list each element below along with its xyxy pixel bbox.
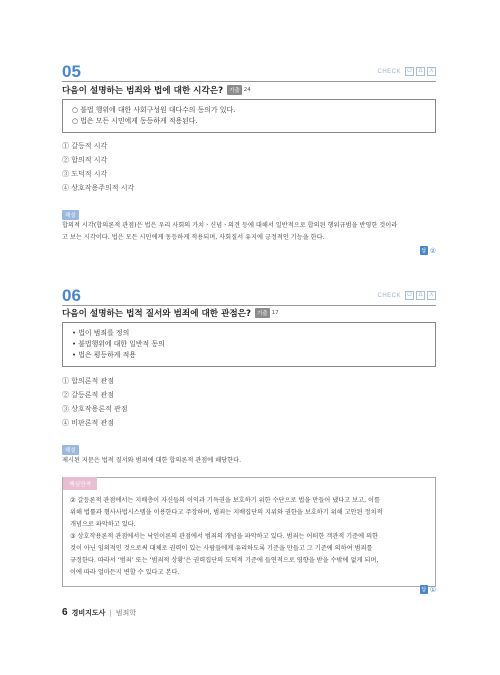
exam-tag	[227, 85, 253, 95]
statement-box	[62, 99, 436, 133]
explanation-label: 해설	[62, 445, 79, 455]
core-line: ③ 상호작용론적 관점에서는 낙인이론의 관점에서 범죄의 개념을 파악하고 있다. 범죄는 어떠한 객관적 기준에 의한	[70, 533, 379, 540]
divider	[62, 305, 436, 306]
answer	[420, 246, 436, 255]
core-summary-label: 핵심만콕	[63, 477, 97, 490]
exam-tag-label: 기출	[255, 308, 270, 318]
statement-line: • 불법행위에 대한 일반적 동의	[72, 340, 165, 348]
check-o-box[interactable]: O	[405, 67, 414, 76]
statement-line: ○ 불법 행위에 대한 사회구성원 대다수의 동의가 있다.	[72, 106, 236, 114]
explanation-line: 제시된 지문은 법적 질서와 범죄에 대한 합의론적 관점에 해당한다.	[62, 457, 242, 464]
check-x-box[interactable]: X	[427, 67, 436, 76]
exam-tag-label: 기출	[227, 85, 242, 95]
explanation-line: 합의적 시각(합의론적 관점)은 법은 우리 사회의 가치ㆍ신념ㆍ의견 등에 대해서 일반적으로 합의된 행위규범을 반영한 것이라	[62, 222, 398, 229]
question-text	[62, 84, 253, 96]
option-2[interactable]: ② 갈등론적 관점	[62, 391, 115, 399]
core-line: 규정한다. 따라서 ‘범죄’ 또는 ‘범죄적 상황’은 권력집단의 도덕적 기준에 들연적으로 영향을 받을 수밖에 없게 되며,	[70, 557, 379, 564]
statement-line: • 법이 범죄를 정의	[72, 329, 130, 337]
check-label: CHECK	[377, 68, 401, 75]
book-title: 경비지도사	[71, 608, 106, 617]
option-list	[62, 374, 128, 430]
option-1[interactable]: ① 갈등적 시각	[62, 142, 108, 150]
answer	[420, 585, 436, 594]
core-summary-body	[63, 478, 435, 586]
core-line: 위해 법률과 형사사법시스템을 이용한다고 주장하며, 범죄는 지배집단의 지위와 권한을 보호하기 위해 고안된 정치적	[70, 509, 383, 516]
question-number: 06	[62, 286, 81, 305]
question-text	[62, 307, 281, 319]
check-o-box[interactable]: O	[405, 291, 414, 300]
subject-title: 범죄학	[115, 608, 137, 617]
answer-badge: 답	[421, 587, 427, 593]
exam-tag-number: 24	[243, 87, 251, 93]
core-line: 것이 아닌 임의적인 것으로써 대체로 권력이 있는 사람들에게 유리하도록 기준을 만들고 그 기준에 의하여 범죄를	[70, 545, 373, 552]
answer-value: ②	[429, 246, 436, 255]
divider	[62, 81, 436, 82]
core-summary-box	[62, 477, 436, 587]
page-footer	[62, 607, 136, 618]
answer-value: ①	[429, 585, 436, 594]
statement-line: ○ 법은 모든 시민에게 동등하게 적용된다.	[72, 117, 198, 125]
check-box-group	[377, 67, 436, 76]
statement-box	[62, 322, 436, 367]
question-stem: 다음이 설명하는 법적 질서와 범죄에 대한 관점은?	[62, 309, 251, 319]
footer-separator: |	[109, 608, 112, 617]
check-x-box[interactable]: X	[427, 291, 436, 300]
option-list	[62, 139, 134, 195]
option-3[interactable]: ③ 도덕적 시각	[62, 170, 108, 178]
core-line: 개념으로 파악하고 있다.	[70, 521, 136, 528]
option-4[interactable]: ④ 상호작용주의적 시각	[62, 184, 135, 192]
explanation-label: 해설	[62, 210, 79, 220]
option-2[interactable]: ② 합의적 시각	[62, 156, 108, 164]
answer-badge: 답	[421, 248, 427, 254]
check-label: CHECK	[377, 292, 401, 299]
core-line: 이에 따라 얼마든지 변할 수 있다고 본다.	[70, 569, 180, 576]
page-number: 6	[62, 607, 68, 618]
statement-line: • 법은 평등하게 적용	[72, 351, 136, 359]
explanation-text	[62, 455, 436, 467]
explanation-text	[62, 220, 436, 244]
check-box-group	[377, 291, 436, 300]
check-triangle-box[interactable]: Δ	[416, 67, 425, 76]
question-number: 05	[62, 62, 81, 81]
option-4[interactable]: ④ 비판론적 관점	[62, 419, 115, 427]
question-stem: 다음이 설명하는 범죄와 법에 대한 시각은?	[62, 86, 224, 96]
check-triangle-box[interactable]: Δ	[416, 291, 425, 300]
core-line: ② 갈등론적 관점에서는 지배층이 자신들의 이익과 기득권을 보호하기 위한 수단으로 법을 만들어 냈다고 보고, 이를	[70, 497, 380, 504]
exam-tag	[255, 308, 281, 318]
explanation-line: 고 보는 시각이다. 법은 모든 시민에게 동등하게 적용되며, 사회질서 유지에 긍정적인 기능을 한다.	[62, 234, 325, 241]
exam-tag-number: 17	[271, 310, 279, 316]
option-1[interactable]: ① 합의론적 관점	[62, 377, 115, 385]
option-3[interactable]: ③ 상호작용론적 관점	[62, 405, 128, 413]
